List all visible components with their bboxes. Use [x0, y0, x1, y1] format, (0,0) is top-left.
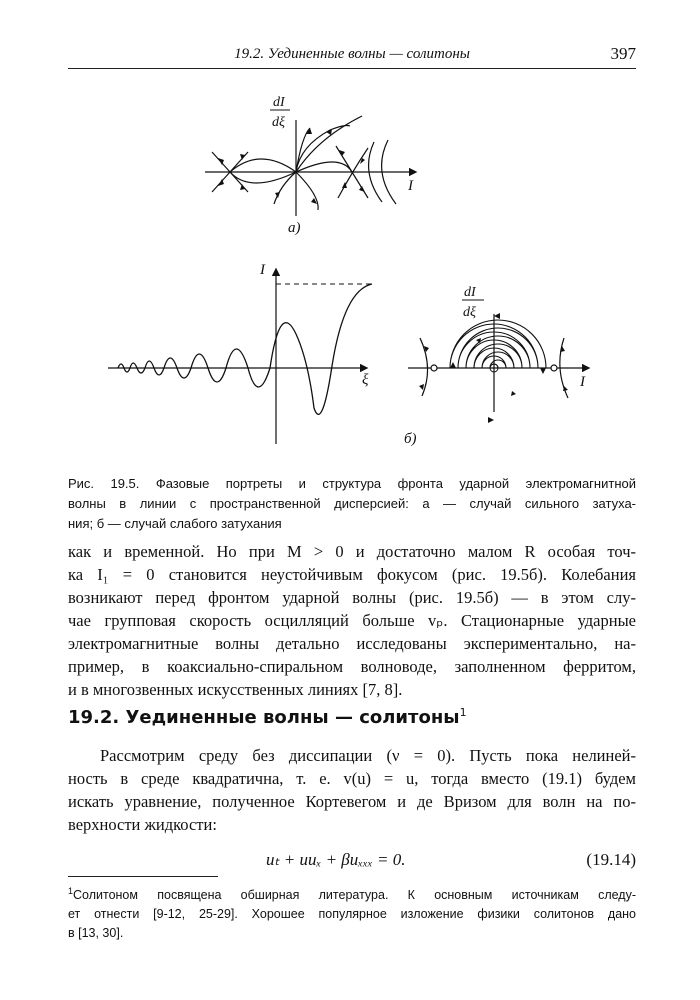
caption-line: ния; б — случай слабого затухания	[68, 516, 282, 531]
footnote-rule	[68, 876, 218, 877]
figure-a-y-label-den: dξ	[272, 115, 285, 130]
running-title: 19.2. Уединенные волны — солитоны	[234, 46, 470, 62]
kdv-equation	[68, 850, 636, 874]
paragraph-line: как и временной. Но при M > 0 и достаточно малом R особая точ-	[68, 542, 636, 561]
paragraph-line: верхности жидкости:	[68, 815, 217, 834]
paragraph-line: чае групповая скорость осцилляций больше vₚ. Стационарные ударные	[68, 611, 636, 630]
figure-c-x-label: I	[580, 374, 585, 390]
footnote-line: ет отнести [9-12, 25-29]. Хорошее популярное изложение физики солитонов дано	[68, 907, 636, 922]
paragraph-continuation	[68, 540, 636, 701]
paragraph-line: пример, в коаксиально-спиральном волноводе, заполненном ферритом,	[68, 657, 636, 676]
footnote-line	[68, 882, 636, 905]
caption-line: волны в линии с пространственной дисперсией: а — случай сильного затуха-	[68, 496, 636, 511]
section-heading	[68, 706, 636, 728]
paragraph-line: Рассмотрим среду без диссипации (ν = 0). Пусть пока нелиней-	[100, 746, 636, 765]
section-title: 19.2. Уединенные волны — солитоны	[68, 707, 460, 728]
figure-a-label: а)	[288, 220, 301, 236]
paragraph-line: ность в среде квадратична, т. е. v(u) = u, тогда вместо (19.1) будем	[68, 769, 636, 788]
figure-a-y-label-num: dI	[273, 95, 285, 110]
paragraph-line: электромагнитные волны детально исследованы экспериментально, на-	[68, 634, 636, 653]
paragraph-line: и в многозвенных искусственных линиях [7, 8].	[68, 680, 403, 699]
figure-c-spiral	[450, 320, 546, 368]
figure-c-right-saddle	[551, 365, 557, 371]
figure-c-y-label-num: dI	[464, 285, 476, 300]
paragraph-line: возникают перед фронтом ударной волны (рис. 19.5б) — в этом слу-	[68, 588, 636, 607]
page-number: 397	[610, 44, 636, 63]
figure-b-front-profile	[100, 256, 380, 446]
figure-b-wave-curve	[118, 284, 372, 414]
paragraph-intro	[68, 744, 636, 836]
footnote-mark: 1	[68, 886, 74, 896]
figure-b-y-label: I	[260, 262, 265, 278]
figure-a-x-label: I	[408, 178, 413, 194]
equation-body: uₜ + uuₓ + βuₓₓₓ = 0.	[266, 850, 406, 869]
running-header	[68, 44, 636, 69]
section-footnote-mark: 1	[459, 706, 467, 719]
figure-c-left-saddle	[431, 365, 437, 371]
figure-c-label: б)	[404, 431, 417, 447]
figure-c-y-label-den: dξ	[463, 305, 476, 320]
paragraph-line: ка I₁ = 0 становится неустойчивым фокусом (рис. 19.5б). Колебания	[68, 565, 636, 584]
paragraph-line: искать уравнение, полученное Кортевегом и де Вризом для волн на по-	[68, 792, 636, 811]
figure-b-phase-spiral	[404, 280, 604, 450]
figure-b-x-label: ξ	[362, 372, 369, 388]
equation-number: (19.14)	[586, 850, 636, 869]
caption-line: Рис. 19.5. Фазовые портреты и структура фронта ударной электромагнитной	[68, 476, 636, 491]
figure-caption	[68, 474, 636, 534]
figure-a-phase-portrait	[190, 86, 430, 246]
footnote-line: в [13, 30].	[68, 926, 124, 941]
footnote	[68, 882, 636, 943]
footnote-text: Солитоном посвящена обширная литература. К основным источникам следу-	[73, 888, 636, 903]
